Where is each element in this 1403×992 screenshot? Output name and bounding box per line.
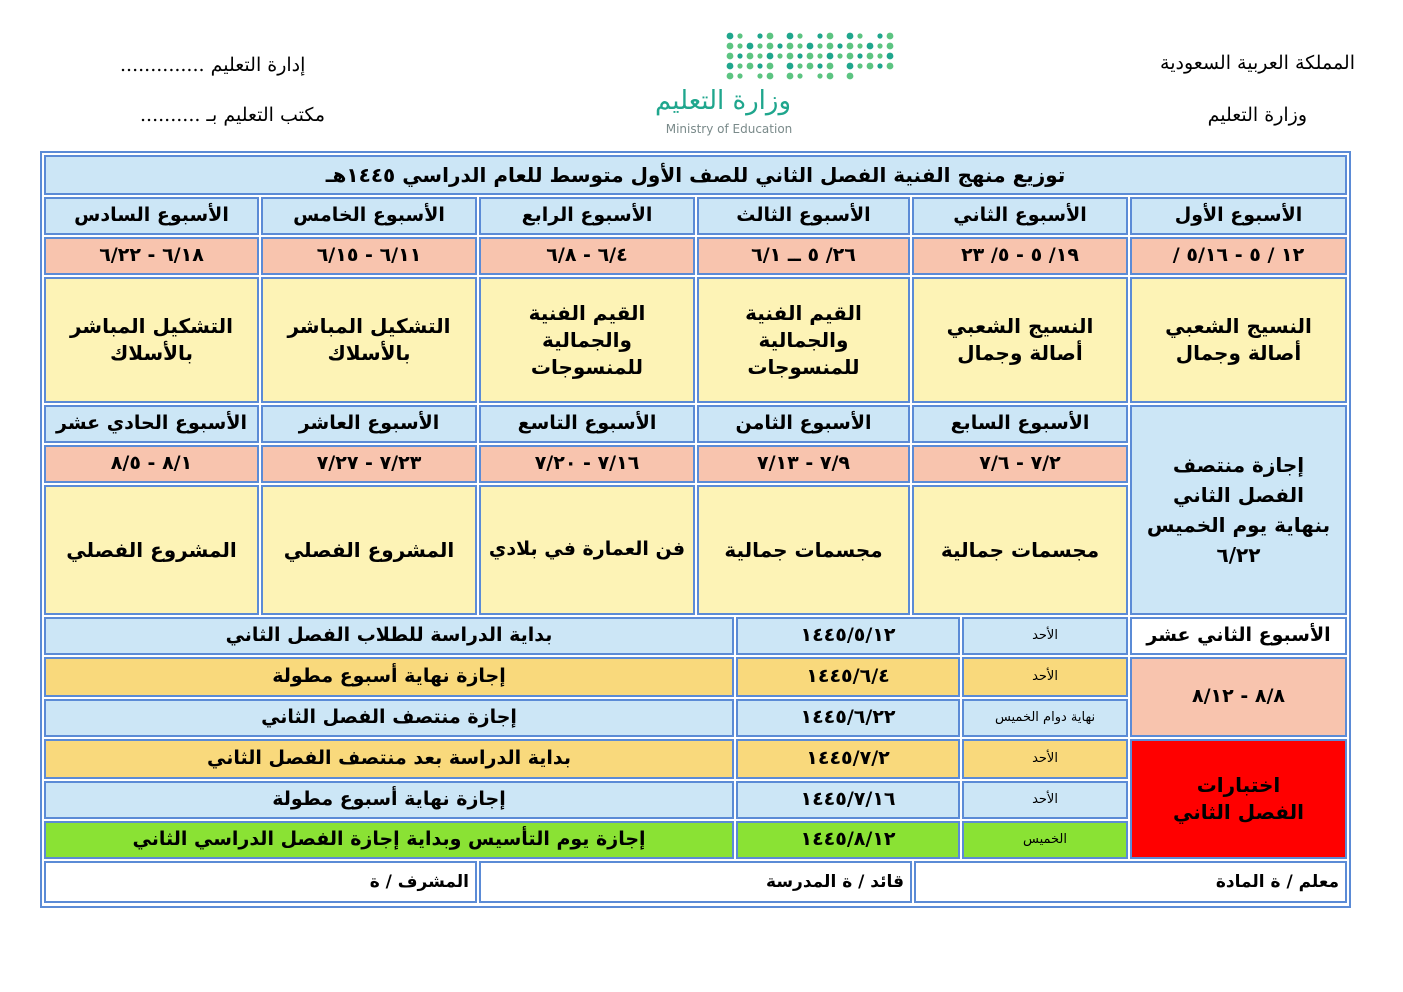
week-10-topic: المشروع الفصلي	[261, 485, 477, 615]
week-6-dates: ٦/١٨ - ٦/٢٢	[44, 237, 259, 275]
week-8-topic: مجسمات جمالية	[697, 485, 910, 615]
week-5-topic: التشكيل المباشر بالأسلاك	[261, 277, 477, 403]
midterm-break-note: إجازة منتصف الفصل الثاني بنهاية يوم الخميس ٦/٢٢	[1130, 405, 1347, 615]
week-2-name: الأسبوع الثاني	[912, 197, 1128, 235]
logo-dot	[757, 73, 762, 78]
event-4-date: ١٤٤٥/٧/٢	[736, 739, 960, 779]
event-5-day: الأحد	[962, 781, 1128, 819]
education-admin-label: إدارة التعليم ..............	[120, 54, 306, 76]
logo-dot	[827, 53, 834, 60]
logo-dot	[727, 33, 734, 40]
logo-dot	[757, 33, 762, 38]
week-7-name: الأسبوع السابع	[912, 405, 1128, 443]
event-5-text: إجازة نهاية أسبوع مطولة	[44, 781, 734, 819]
supervisor-signature-label: المشرف / ة	[369, 871, 469, 892]
week-3-topic: القيم الفنية والجمالية للمنسوجات	[697, 277, 910, 403]
supervisor-signature	[44, 861, 477, 903]
logo-dot	[757, 63, 762, 68]
logo-dot	[797, 53, 802, 58]
week-7-dates: ٧/٢ - ٧/٦	[912, 445, 1128, 483]
week-3-name: الأسبوع الثالث	[697, 197, 910, 235]
logo-dot	[757, 43, 762, 48]
logo-dot	[877, 43, 882, 48]
logo-dot	[747, 53, 754, 60]
logo-dot	[887, 63, 894, 70]
week-5-name: الأسبوع الخامس	[261, 197, 477, 235]
logo-dot	[877, 53, 882, 58]
logo-dot	[817, 63, 822, 68]
logo-dot	[727, 63, 734, 70]
week-6-topic: التشكيل المباشر بالأسلاك	[44, 277, 259, 403]
event-3-date: ١٤٤٥/٦/٢٢	[736, 699, 960, 737]
principal-signature	[479, 861, 912, 903]
logo-dot	[777, 53, 782, 58]
logo-dot	[867, 53, 874, 60]
page-title: توزيع منهج الفنية الفصل الثاني للصف الأول متوسط للعام الدراسي ١٤٤٥هـ	[44, 155, 1347, 195]
week-5-dates: ٦/١١ - ٦/١٥	[261, 237, 477, 275]
logo-dot	[787, 53, 794, 60]
logo-dot	[727, 73, 734, 80]
event-4-text: بداية الدراسة بعد منتصف الفصل الثاني	[44, 739, 734, 779]
week-7-topic: مجسمات جمالية	[912, 485, 1128, 615]
teacher-signature	[914, 861, 1347, 903]
logo-dot	[847, 63, 854, 70]
logo-dot	[827, 73, 834, 80]
event-6-date: ١٤٤٥/٨/١٢	[736, 821, 960, 859]
week-8-name: الأسبوع الثامن	[697, 405, 910, 443]
logo-arabic-text: وزارة التعليم	[654, 86, 792, 116]
event-2-text: إجازة نهاية أسبوع مطولة	[44, 657, 734, 697]
week-9-name: الأسبوع التاسع	[479, 405, 695, 443]
logo-dot	[877, 63, 882, 68]
logo-dot	[747, 63, 754, 70]
logo-dot	[817, 43, 822, 48]
logo-dot	[797, 33, 802, 38]
event-3-day: نهاية دوام الخميس	[962, 699, 1128, 737]
logo-english-text: Ministry of Education	[665, 122, 793, 136]
logo-dot	[887, 43, 894, 50]
logo-dot	[807, 43, 814, 50]
logo-dot	[767, 33, 774, 40]
ministry-logo	[632, 30, 902, 142]
logo-dot	[727, 43, 734, 50]
week-2-topic: النسيج الشعبي أصالة وجمال	[912, 277, 1128, 403]
week-1-dates: ١٢ / ٥ - ٥/١٦ /	[1130, 237, 1347, 275]
week-9-dates: ٧/١٦ - ٧/٢٠	[479, 445, 695, 483]
logo-dot	[857, 33, 862, 38]
event-6-text: إجازة يوم التأسيس وبداية إجازة الفصل الدراسي الثاني	[44, 821, 734, 859]
logo-dot	[877, 33, 882, 38]
logo-dot	[777, 43, 782, 48]
logo-dot	[737, 43, 742, 48]
logo-dot	[837, 53, 842, 58]
logo-dot	[817, 53, 822, 58]
week-12-dates: ٨/٨ - ٨/١٢	[1130, 657, 1347, 737]
week-8-dates: ٧/٩ - ٧/١٣	[697, 445, 910, 483]
logo-dot	[787, 63, 794, 70]
logo-dot	[857, 53, 862, 58]
event-3-text: إجازة منتصف الفصل الثاني	[44, 699, 734, 737]
logo-dot	[827, 33, 834, 40]
logo-dot	[867, 63, 874, 70]
event-1-date: ١٤٤٥/٥/١٢	[736, 617, 960, 655]
logo-dot	[847, 53, 854, 60]
logo-dot	[757, 53, 762, 58]
event-6-day: الخميس	[962, 821, 1128, 859]
week-4-dates: ٦/٤ - ٦/٨	[479, 237, 695, 275]
logo-dot	[737, 63, 742, 68]
week-3-dates: ٢٦/ ٥ ــ ٦/١	[697, 237, 910, 275]
week-12-name: الأسبوع الثاني عشر	[1130, 617, 1347, 655]
logo-dots-icon	[632, 30, 902, 85]
logo-dot	[797, 43, 802, 48]
week-1-topic: النسيج الشعبي أصالة وجمال	[1130, 277, 1347, 403]
logo-dot	[747, 43, 754, 50]
logo-dot	[737, 53, 742, 58]
kingdom-label: المملكة العربية السعودية	[1160, 52, 1355, 74]
logo-dot	[787, 33, 794, 40]
logo-dot	[857, 63, 862, 68]
event-2-date: ١٤٤٥/٦/٤	[736, 657, 960, 697]
logo-dot	[767, 53, 774, 60]
logo-dot	[787, 73, 794, 80]
logo-dot	[847, 43, 854, 50]
education-office-label: مكتب التعليم بـ ..........	[140, 104, 326, 126]
logo-dot	[837, 43, 842, 48]
logo-dot	[727, 53, 734, 60]
week-11-topic: المشروع الفصلي	[44, 485, 259, 615]
event-4-day: الأحد	[962, 739, 1128, 779]
week-4-name: الأسبوع الرابع	[479, 197, 695, 235]
week-2-dates: ١٩/ ٥ - ٥/ ٢٣	[912, 237, 1128, 275]
event-2-day: الأحد	[962, 657, 1128, 697]
logo-dot	[847, 73, 854, 80]
logo-dot	[767, 63, 774, 70]
logo-dot	[887, 33, 894, 40]
week-9-topic: فن العمارة في بلادي	[479, 485, 695, 615]
logo-dot	[737, 33, 742, 38]
teacher-signature-label: معلم / ة المادة	[1215, 871, 1339, 892]
logo-dot	[827, 43, 834, 50]
logo-dot	[847, 33, 854, 40]
ministry-label: وزارة التعليم	[1207, 104, 1307, 126]
logo-dot	[767, 43, 774, 50]
logo-dot	[797, 73, 802, 78]
week-11-dates: ٨/١ - ٨/٥	[44, 445, 259, 483]
principal-signature-label: قائد / ة المدرسة	[766, 871, 904, 892]
logo-dot	[887, 53, 894, 60]
logo-dot	[807, 63, 814, 70]
week-4-topic: القيم الفنية والجمالية للمنسوجات	[479, 277, 695, 403]
logo-dot	[787, 43, 794, 50]
logo-dot	[797, 63, 802, 68]
week-11-name: الأسبوع الحادي عشر	[44, 405, 259, 443]
event-1-text: بداية الدراسة للطلاب الفصل الثاني	[44, 617, 734, 655]
logo-dot	[737, 73, 742, 78]
logo-dot	[817, 33, 822, 38]
week-6-name: الأسبوع السادس	[44, 197, 259, 235]
logo-dot	[807, 53, 814, 60]
week-10-name: الأسبوع العاشر	[261, 405, 477, 443]
logo-dot	[767, 73, 774, 80]
week-10-dates: ٧/٢٣ - ٧/٢٧	[261, 445, 477, 483]
logo-dot	[827, 63, 834, 70]
week-1-name: الأسبوع الأول	[1130, 197, 1347, 235]
exams-note: اختبارات الفصل الثاني	[1130, 739, 1347, 859]
logo-dot	[817, 73, 822, 78]
event-1-day: الأحد	[962, 617, 1128, 655]
logo-dot	[857, 43, 862, 48]
event-5-date: ١٤٤٥/٧/١٦	[736, 781, 960, 819]
logo-dot	[867, 43, 874, 50]
